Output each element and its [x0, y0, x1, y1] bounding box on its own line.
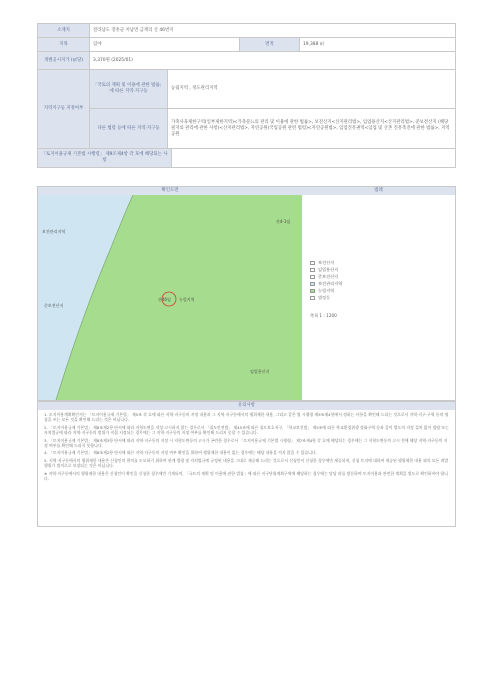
landcat-label: 지목: [38, 38, 90, 51]
area-value: 19,388 ㎡: [303, 41, 325, 47]
left-area-label: 보전관리지역: [42, 229, 66, 234]
zone-label: 지역지구등 지정여부: [38, 70, 90, 148]
legend-label: 보전관리지역: [318, 280, 343, 286]
legend-label: 보전산지: [318, 259, 335, 265]
legend-label: 농림지역: [318, 287, 335, 293]
landcat-value: 임야: [90, 38, 240, 51]
location-label: 소재지: [38, 24, 90, 37]
legend-item: [310, 266, 450, 273]
law1-label: 「국토의 계획 및 이용에 관한 법률」에 따른 지역·지구등: [90, 70, 168, 108]
center-parcel-label: 산46임: [158, 297, 171, 302]
legend-item: [310, 259, 450, 266]
map-title: 확인도면: [38, 187, 303, 195]
notes-title: 유의사항: [38, 402, 455, 410]
law1-value: 농림지역 , 정도관리지역: [171, 86, 218, 91]
legend-label: 준보전산지: [318, 273, 339, 279]
legend-title: 범례: [302, 187, 455, 195]
center-tag-label: 농림지역: [179, 297, 195, 302]
legend-item: [310, 280, 450, 287]
price-label: 개별공시지가 (㎡당): [38, 52, 90, 69]
bottom-right-area-label: 임업용산지: [250, 369, 270, 374]
map-scale: 축척 1 : 1200: [310, 313, 337, 318]
note-item: 4. 「토지이용규제 기본법」 제8조제2항 단서에 따른 지역·지구등의 지정 여부 확인을 위하여 행위제한 내용이 없는 경우에는 해당 내용을 적지 않을 수 있습니다.: [44, 450, 317, 456]
parcel-map: [38, 195, 302, 400]
law2-label: 다른 법령 등에 따른 지역·지구등: [90, 109, 168, 148]
legend-swatch: [310, 282, 315, 286]
land-info-table: [37, 23, 456, 168]
legend-swatch: [310, 268, 315, 272]
legend-swatch: [310, 275, 315, 279]
legend-swatch: [310, 296, 315, 300]
location-value: 전라남도 장흥군 저남면 금계리 산 46번지: [93, 27, 174, 33]
mid-left-area-label: 준보전산지: [44, 303, 64, 308]
legend-swatch: [310, 261, 315, 265]
note-item: 2. 「토지이용규제 기본법」 제8조제2항 단서에 따라 지형도면을 작성·고시하지 않는 경우로서 「철도안전법」 제45조에 따른 철도보호지구, 「학교보건법」 제5조에 따른 학교환경위생 정화구역 등과 같이 별도의 지정 절차 없이 법령 또는 자치법규에 따라 지역·지구등의 범위가 직접 지정되는 경우에는 그 지역·지구등의 지정 여부를 확인해 드리지 못할 수 있습니다.: [44, 424, 449, 436]
note-item: ※ 지역·지구등에서의 행위제한 내용은 신청인이 확인을 신청한 경우에만 기재되며, 「국토의 계획 및 이용에 관한 법률」에 따른 지구단위계획구역에 해당하는 경우에는 담당 과를 방문하여 토지이용과 관련한 계획을 별도로 확인하셔야 합니다.: [44, 470, 448, 482]
legend-item: [310, 294, 450, 301]
law2-value: 가축사육제한구역(일부제한지역)<가축분뇨의 관리 및 이용에 관한 법률>, 보전산지<산지관리법>, 임업용산지<산지관리법>, 준보전산지 (해당필지의 관리에 관한 사항)<산지관리법>, 자연공원(국립공원 관련 법령)<자연공원법>, 임업진흥권역<임업 및 산촌 진흥촉진에 관한 법률>, 지역공원: [171, 119, 450, 137]
article-label: 「토지이용규제 기본법 시행령」 제9조제4항 각 호에 해당되는 사항: [38, 149, 172, 167]
legend-label: 법정동: [318, 294, 331, 300]
top-right-area-label: 산4-1임: [276, 219, 291, 224]
area-label: 면적: [240, 38, 300, 51]
article-value: [172, 149, 455, 167]
note-item: 1. 토지이용계획확인서는 「토지이용규제 기본법」 제5조 각 호에 따른 지역·지구등의 지정 내용과 그 지역·지구등에서의 행위제한 내용, 그리고 같은 법 시행령 제9조제4항에서 정하는 사항을 확인해 드리는 것으로서 지역·지구·구역 등의 명칭을 쓰는 모든 것을 확인해 드리는 것은 아닙니다.: [44, 412, 449, 423]
note-item: 5. 지역·지구등에서의 행위제한 내용은 신청인의 편의를 도모하기 위하여 관계 법령 및 자치법규에 규정된 내용을 그대로 제공해 드리는 것으로서 신청인이 신청한 경우에만 제공되며, 신청 토지에 대하여 제공된 행위제한 내용 외의 모든 개발행위가 법적으로 보장되는 것은 아닙니다.: [44, 457, 449, 469]
map-section: [37, 186, 456, 401]
price-value: 3,370원 (2025/01): [93, 57, 133, 63]
note-item: 3. 「토지이용규제 기본법」 제8조제3항 단서에 따라 지역·지구등의 지정 시 지형도면등의 고시가 곤란한 경우로서 「토지이용규제 기본법 시행령」 제7조제4항 각 호에 해당되는 경우에는 그 지형도면등의 고시 전에 해당 지역·지구등의 지정 여부를 확인해 드리지 못합니다.: [44, 437, 448, 449]
legend-label: 임업용산지: [318, 266, 339, 272]
notes-section: [37, 401, 456, 527]
legend-swatch: [310, 289, 315, 293]
legend-item: [310, 273, 450, 280]
legend: [310, 259, 450, 319]
legend-item: [310, 287, 450, 294]
